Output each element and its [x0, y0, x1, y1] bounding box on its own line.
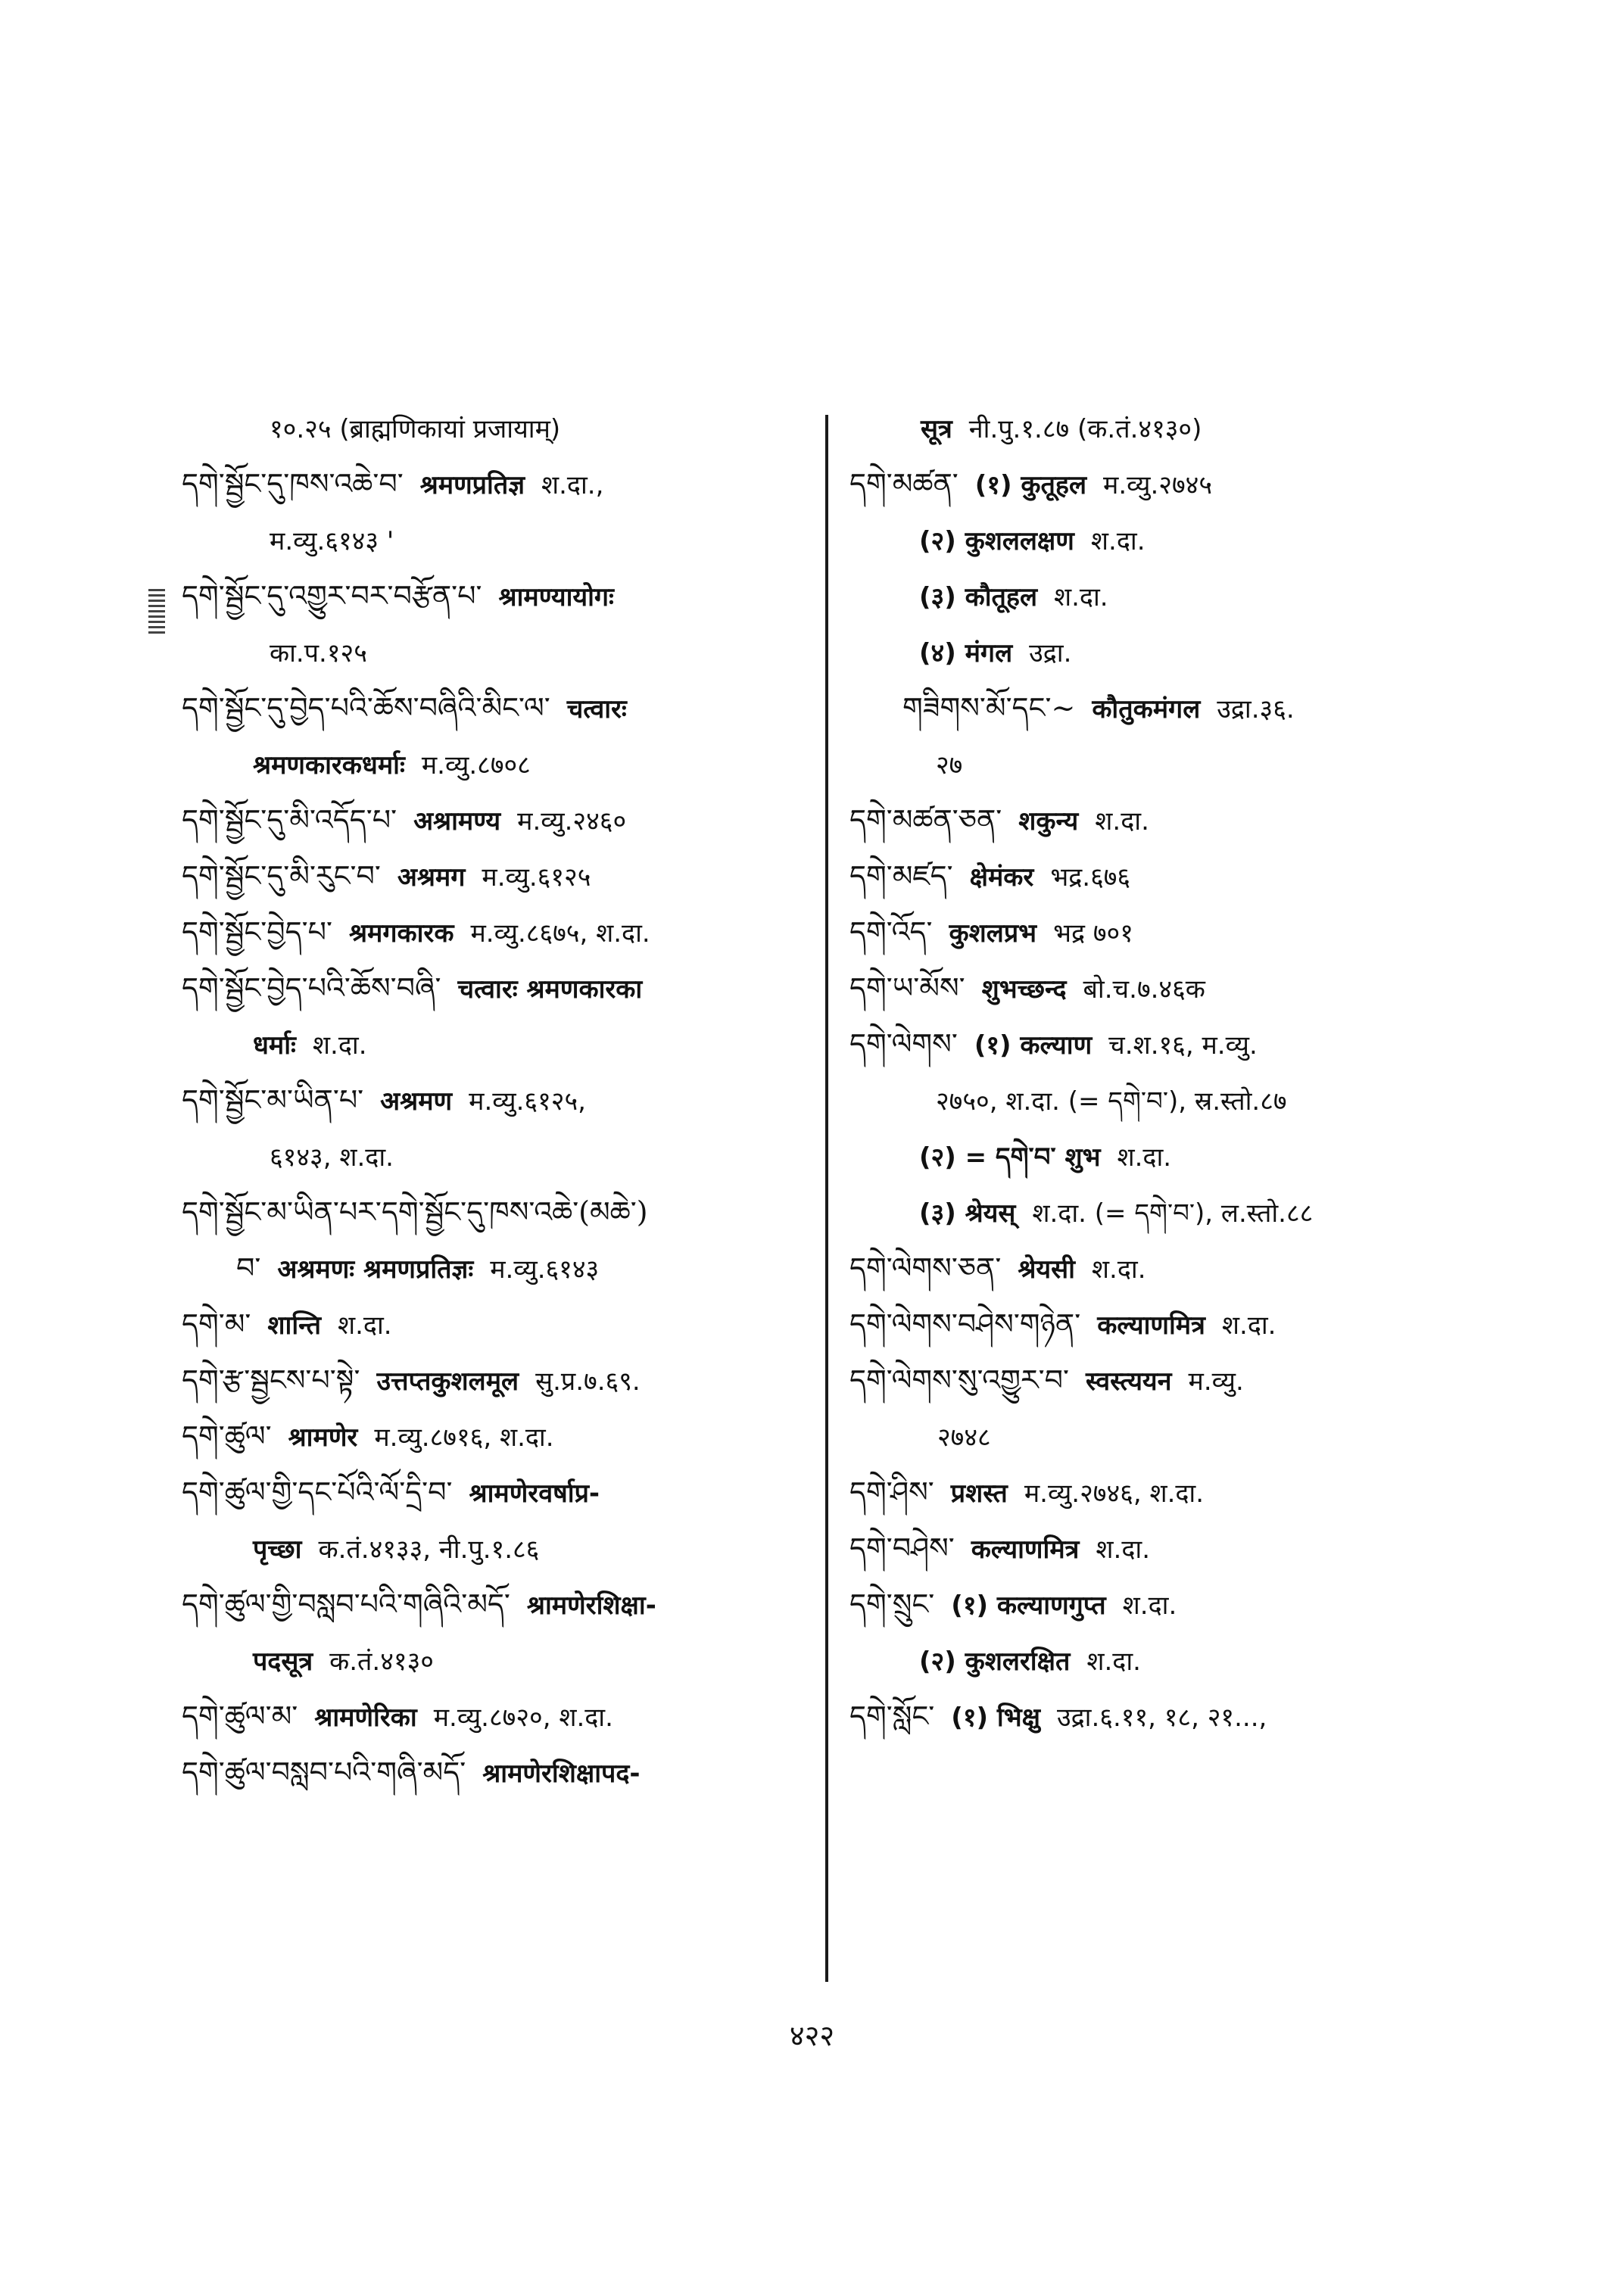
tibetan-headword: དགེ་སྦྱོང་དུ་འགྱུར་བར་བརྩོན་པ་: [182, 579, 482, 612]
dictionary-entry: [182, 568, 818, 624]
dictionary-entry: [182, 904, 818, 960]
dictionary-entry: [182, 1744, 818, 1800]
entry-continuation: [182, 1632, 818, 1688]
source-reference: श.दा.: [1090, 526, 1146, 556]
left-column: [182, 400, 818, 1800]
dictionary-entry: [849, 1576, 1470, 1632]
source-reference: श.दा.: [312, 1030, 367, 1061]
source-reference: १०.२५ (ब्राह्मणिकायां प्रजायाम्): [270, 414, 561, 444]
sanskrit-equivalent: पदसूत्र: [253, 1647, 313, 1677]
sanskrit-equivalent: कल्याणमित्र: [1097, 1310, 1205, 1341]
dictionary-entry: [182, 1072, 818, 1128]
source-reference: श.दा.: [1096, 1534, 1151, 1565]
tibetan-headword: དགེ་འོད་: [849, 915, 933, 949]
entry-continuation: [849, 1184, 1470, 1240]
entry-continuation: [182, 1128, 818, 1184]
sanskrit-equivalent: (३) कौतूहल: [919, 582, 1037, 612]
dictionary-entry: [182, 1464, 818, 1520]
sanskrit-equivalent: शुभच्छन्द: [981, 974, 1067, 1005]
entry-continuation: [182, 624, 818, 680]
source-reference: म.व्यु.८७२०, श.दा.: [433, 1703, 613, 1733]
sanskrit-equivalent: श्रामणेरशिक्षापद-: [482, 1759, 641, 1789]
tibetan-headword: དགེ་སྦྱོང་བྱེད་པ་: [182, 915, 332, 949]
dictionary-entry: [182, 1296, 818, 1352]
sanskrit-equivalent: शान्ति: [267, 1310, 321, 1341]
tibetan-headword: དགེ་ལེགས་: [849, 1027, 958, 1061]
source-reference: का.प.१२५: [270, 638, 367, 668]
entry-continuation: [182, 1240, 818, 1296]
sanskrit-equivalent: अश्रामण्य: [413, 806, 501, 837]
tibetan-headword: དགེ་མཛད་: [849, 859, 953, 893]
source-reference: उद्रा.: [1029, 638, 1072, 668]
source-reference: श.दा.: [1086, 1647, 1141, 1677]
dictionary-entry: [849, 456, 1470, 512]
dictionary-entry: [849, 1352, 1470, 1408]
source-reference: श.दा.: [1221, 1310, 1276, 1341]
right-column: [849, 400, 1470, 1744]
dictionary-entry: [849, 960, 1470, 1016]
source-reference: २७५०, श.दा. (= དགེ་བ་), स्र.स्तो.८७: [936, 1086, 1287, 1117]
sanskrit-equivalent: उत्तप्तकुशलमूल: [376, 1366, 519, 1397]
source-reference: ६१४३, श.दा.: [270, 1142, 394, 1173]
dictionary-entry: [182, 1352, 818, 1408]
sanskrit-equivalent: चत्वारः: [566, 694, 627, 724]
entry-continuation: [849, 568, 1470, 624]
source-reference: श.दा.: [1091, 1254, 1146, 1285]
source-reference: श.दा.,: [541, 470, 604, 500]
sanskrit-equivalent: पृच्छा: [253, 1534, 302, 1565]
tibetan-headword: དགེ་ལེགས་བཤེས་གཉེན་: [849, 1307, 1081, 1341]
entry-continuation: [849, 1128, 1470, 1184]
sanskrit-equivalent: (२) = དགེ་བ་ शुभ: [919, 1142, 1101, 1173]
source-reference: च.श.१६, म.व्यु.: [1108, 1030, 1258, 1061]
entry-continuation: [182, 736, 818, 792]
dictionary-entry: [849, 848, 1470, 904]
source-reference: भद्र.६७६: [1050, 862, 1131, 893]
dictionary-entry: [182, 792, 818, 848]
dictionary-entry: [182, 1184, 818, 1240]
tibetan-headword: དགེ་མཚན་: [849, 467, 959, 500]
tibetan-headword: དགེ་སྦྱོང་བྱེད་པའི་ཆོས་བཞི་: [182, 971, 441, 1005]
tibetan-headword: དགེ་ཚུལ་བསླབ་པའི་གཞི་མདོ་: [182, 1756, 466, 1789]
sanskrit-equivalent: श्रामण्यायोगः: [498, 582, 614, 612]
dictionary-entry: [182, 1408, 818, 1464]
tibetan-headword: དགེ་སློང་: [849, 1699, 935, 1733]
tibetan-headword: དགེ་བཤེས་: [849, 1531, 955, 1565]
tibetan-headword: དགེ་མཚན་ཅན་: [849, 803, 1002, 837]
source-reference: श.दा. (= དགེ་བ་), ल.स्तो.८८: [1032, 1198, 1314, 1229]
tibetan-headword: དགེ་རྩ་སྦྱངས་པ་སྟེ་: [182, 1363, 360, 1397]
sanskrit-equivalent: कल्याणमित्र: [971, 1534, 1080, 1565]
dictionary-entry: [182, 960, 818, 1016]
entry-continuation: [182, 1016, 818, 1072]
source-reference: म.व्यु.६१२५: [482, 862, 591, 893]
tibetan-headword: དགེ་སྦྱོང་དུ་བྱེད་པའི་ཆོས་བཞིའི་མིང་ལ་: [182, 691, 550, 724]
sanskrit-equivalent: क्षेमंकर: [969, 862, 1034, 893]
sanskrit-equivalent: श्रमगकारक: [348, 918, 454, 949]
dictionary-entry: [849, 1296, 1470, 1352]
entry-continuation: [182, 1520, 818, 1576]
tibetan-headword: དགེ་སྦྱོང་མ་ཡིན་པ་: [182, 1083, 364, 1117]
sanskrit-equivalent: श्रामणेरवर्षाप्र-: [469, 1478, 600, 1509]
entry-continuation: [849, 736, 1470, 792]
sanskrit-equivalent: अश्रमग: [397, 862, 466, 893]
entry-continuation: [182, 400, 818, 456]
entry-continuation: [849, 680, 1470, 736]
tibetan-headword: དགེ་སྦྱོང་དུ་མི་རུང་བ་: [182, 859, 381, 893]
dictionary-entry: [182, 680, 818, 736]
source-reference: म.व्यु.८६७५, श.दा.: [470, 918, 650, 949]
source-reference: भद्र ७०१: [1053, 918, 1133, 949]
margin-mark: [148, 589, 165, 636]
sanskrit-equivalent: श्रेयसी: [1018, 1254, 1075, 1285]
dictionary-entry: [182, 848, 818, 904]
source-reference: २७: [936, 750, 963, 780]
dictionary-entry: [849, 1016, 1470, 1072]
sanskrit-equivalent: श्रमणकारकधर्माः: [253, 750, 405, 780]
sanskrit-equivalent: (३) श्रेयस्: [919, 1198, 1016, 1229]
source-reference: सु.प्र.७.६९.: [535, 1366, 641, 1397]
sanskrit-equivalent: चत्वारः श्रमणकारका: [457, 974, 643, 1005]
source-reference: उद्रा.६.११, १८, २१...,: [1056, 1703, 1267, 1733]
dictionary-entry: [849, 1240, 1470, 1296]
sanskrit-equivalent: श्रामणेरिका: [314, 1703, 417, 1733]
source-reference: २७४८: [937, 1422, 991, 1453]
tibetan-headword: དགེ་ལེགས་སུ་འགྱུར་བ་: [849, 1363, 1069, 1397]
dictionary-entry: [182, 1576, 818, 1632]
entry-continuation: [849, 400, 1470, 456]
tibetan-headword: དགེ་སྦྱོང་དུ་མི་འདོད་པ་: [182, 803, 397, 837]
dictionary-entry: [849, 792, 1470, 848]
entry-continuation: [849, 1632, 1470, 1688]
sanskrit-equivalent: श्रमणप्रतिज्ञ: [419, 470, 525, 500]
dictionary-entry: [849, 1464, 1470, 1520]
tibetan-headword: གཟིགས་མོ་དང་~: [902, 691, 1076, 724]
source-reference: म.व्यु.२७४५: [1103, 470, 1213, 500]
sanskrit-equivalent: (२) कुशललक्षण: [919, 526, 1074, 556]
source-reference: म.व्यु.८७१६, श.दा.: [374, 1422, 554, 1453]
source-reference: नी.पु.१.८७ (क.तं.४१३०): [968, 414, 1202, 444]
source-reference: उद्रा.३६.: [1217, 694, 1295, 724]
source-reference: श.दा.: [1117, 1142, 1172, 1173]
page-number: ४२२: [789, 2019, 835, 2052]
sanskrit-equivalent: सूत्र: [921, 414, 952, 444]
tibetan-headword: དགེ་ཚུལ་: [182, 1419, 272, 1453]
tibetan-headword: དགེ་ཚུལ་གྱི་དང་པོའི་ལོ་དྲི་བ་: [182, 1475, 453, 1509]
source-reference: म.व्यु.६१४३: [490, 1254, 600, 1285]
sanskrit-equivalent: (२) कुशलरक्षित: [919, 1647, 1071, 1677]
entry-continuation: [849, 1408, 1470, 1464]
sanskrit-equivalent: (१) कुतूहल: [974, 470, 1086, 500]
tibetan-headword: དགེ་མ་: [182, 1307, 251, 1341]
sanskrit-equivalent: (१) कल्याणगुप्त: [951, 1590, 1106, 1621]
tibetan-headword: དགེ་ཡ་མོས་: [849, 971, 965, 1005]
sanskrit-equivalent: कुशलप्रभ: [949, 918, 1037, 949]
dictionary-entry: [849, 1688, 1470, 1744]
tibetan-headword: དགེ་སྲུང་: [849, 1587, 935, 1621]
tibetan-headword: དགེ་སྦྱོང་དུ་ཁས་འཆེ་བ་: [182, 467, 404, 500]
sanskrit-equivalent: श्रामणेर: [288, 1422, 358, 1453]
sanskrit-equivalent: शकुन्य: [1018, 806, 1079, 837]
entry-continuation: [849, 1072, 1470, 1128]
tibetan-headword: དགེ་ལེགས་ཅན་: [849, 1251, 1002, 1285]
sanskrit-equivalent: कौतुकमंगल: [1092, 694, 1201, 724]
sanskrit-equivalent: (१) कल्याण: [974, 1030, 1093, 1061]
tibetan-headword: བ་: [236, 1251, 261, 1285]
tibetan-headword: དགེ་ཤིས་: [849, 1475, 934, 1509]
source-reference: म.व्यु.: [1188, 1366, 1244, 1397]
source-reference: क.तं.४१३३, नी.पु.१.८६: [318, 1534, 540, 1565]
tibetan-headword: དགེ་སྦྱོང་མ་ཡིན་པར་དགེ་སྦྱོང་དུ་ཁས་འཆེ་(མཆེ་): [182, 1195, 648, 1229]
sanskrit-equivalent: स्वस्त्ययन: [1085, 1366, 1172, 1397]
source-reference: म.व्यु.२७४६, श.दा.: [1024, 1478, 1205, 1509]
source-reference: श.दा.: [1054, 582, 1108, 612]
dictionary-entry: [182, 1688, 818, 1744]
sanskrit-equivalent: (४) मंगल: [919, 638, 1013, 668]
source-reference: बो.च.७.४६क: [1083, 974, 1205, 1005]
source-reference: श.दा.: [337, 1310, 392, 1341]
source-reference: क.तं.४१३०: [329, 1647, 434, 1677]
source-reference: श.दा.: [1095, 806, 1149, 837]
entry-continuation: [182, 512, 818, 568]
dictionary-entry: [849, 904, 1470, 960]
entry-continuation: [849, 512, 1470, 568]
tibetan-headword: དགེ་ཚུལ་མ་: [182, 1699, 298, 1733]
sanskrit-equivalent: (१) भिक्षु: [951, 1703, 1040, 1733]
sanskrit-equivalent: अश्रमण: [380, 1086, 453, 1117]
sanskrit-equivalent: अश्रमणः श्रमणप्रतिज्ञः: [277, 1254, 474, 1285]
source-reference: म.व्यु.६१४३ ': [270, 526, 394, 556]
entry-continuation: [849, 624, 1470, 680]
tibetan-headword: དགེ་ཚུལ་གྱི་བསླབ་པའི་གཞིའི་མདོ་: [182, 1587, 510, 1621]
sanskrit-equivalent: प्रशस्त: [950, 1478, 1008, 1509]
dictionary-entry: [849, 1520, 1470, 1576]
source-reference: म.व्यु.२४६०: [517, 806, 627, 837]
source-reference: म.व्यु.८७०८: [421, 750, 531, 780]
sanskrit-equivalent: श्रामणेरशिक्षा-: [526, 1590, 656, 1621]
column-divider: [825, 415, 828, 1982]
source-reference: म.व्यु.६१२५,: [469, 1086, 586, 1117]
dictionary-entry: [182, 456, 818, 512]
sanskrit-equivalent: धर्माः: [253, 1030, 296, 1061]
source-reference: श.दा.: [1122, 1590, 1177, 1621]
